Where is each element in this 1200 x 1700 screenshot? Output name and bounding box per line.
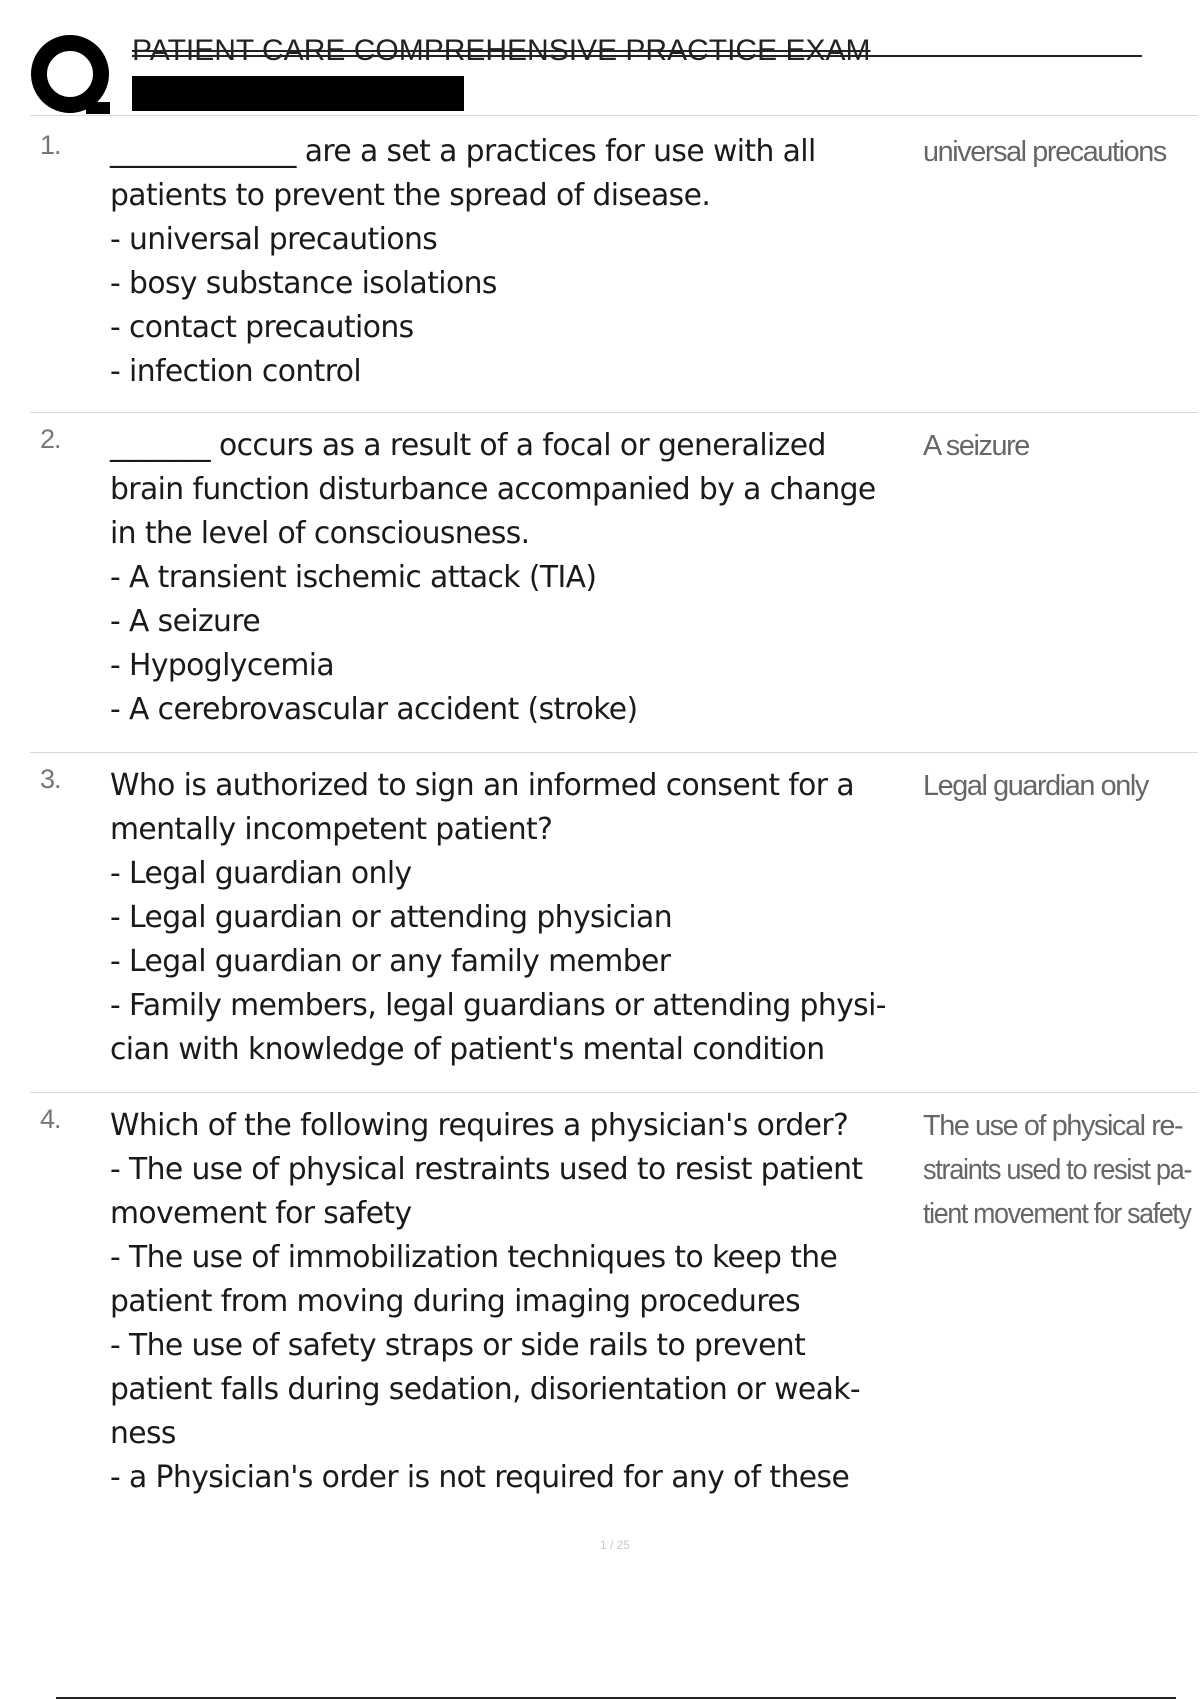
option-line: - a Physician's order is not required for any of these [110, 1460, 850, 1495]
option-line: ness [110, 1416, 176, 1451]
question-line: mentally incompetent patient? [110, 812, 553, 847]
question-line: Who is authorized to sign an informed consent for a [110, 768, 854, 803]
question-number: 1. [40, 130, 61, 160]
option-line: cian with knowledge of patient's mental condition [110, 1032, 825, 1067]
question-divider [30, 412, 1198, 413]
redacted-block [132, 76, 464, 111]
question-number: 4. [40, 1104, 61, 1134]
answer-text [923, 424, 1193, 468]
question-number: 3. [40, 764, 61, 794]
answer-line: A seizure [923, 430, 1029, 462]
option-line: - bosy substance isolations [110, 266, 497, 301]
question-line: _____________ are a set a practices for use with all [110, 134, 816, 169]
question-text [110, 424, 946, 732]
question-divider [30, 752, 1198, 753]
option-line: - infection control [110, 354, 362, 389]
answer-text [923, 764, 1193, 808]
option-line: - Family members, legal guardians or attending physi- [110, 988, 886, 1023]
option-line: - The use of physical restraints used to resist patient [110, 1152, 863, 1187]
question-line: brain function disturbance accompanied by a change [110, 472, 876, 507]
page-title: PATIENT CARE COMPREHENSIVE PRACTICE EXAM [132, 34, 871, 67]
option-line: patient from moving during imaging procedures [110, 1284, 800, 1319]
footer-rule [56, 1697, 1176, 1699]
option-line: - Hypoglycemia [110, 648, 335, 683]
option-line: - The use of safety straps or side rails to prevent [110, 1328, 806, 1363]
answer-line: Legal guardian only [923, 770, 1148, 802]
option-line: patient falls during sedation, disorientation or weak- [110, 1372, 861, 1407]
answer-line: universal precautions [923, 136, 1166, 168]
header-divider [30, 115, 1198, 116]
logo-q-icon [30, 32, 114, 116]
option-line: - A transient ischemic attack (TIA) [110, 560, 597, 595]
question-text [110, 764, 946, 1072]
question-line: in the level of consciousness. [110, 516, 530, 551]
answer-text [923, 130, 1193, 174]
option-line: - contact precautions [110, 310, 414, 345]
question-number: 2. [40, 424, 61, 454]
answer-line: The use of physical re- [923, 1110, 1183, 1142]
option-line: - universal precautions [110, 222, 438, 257]
option-line: - Legal guardian or attending physician [110, 900, 672, 935]
answer-line: tient movement for safety [923, 1198, 1191, 1230]
answer-line: straints used to resist pa- [923, 1154, 1192, 1186]
question-line: _______ occurs as a result of a focal or generalized [110, 428, 826, 463]
question-text [110, 1104, 946, 1500]
answer-text [923, 1104, 1193, 1236]
question-line: Which of the following requires a physician's order? [110, 1108, 849, 1143]
option-line: - Legal guardian only [110, 856, 412, 891]
option-line: - A seizure [110, 604, 261, 639]
page-number: 1 / 25 [600, 1538, 631, 1552]
option-line: movement for safety [110, 1196, 412, 1231]
question-divider [30, 1092, 1198, 1093]
option-line: - The use of immobilization techniques to keep the [110, 1240, 838, 1275]
question-text [110, 130, 946, 394]
option-line: - A cerebrovascular accident (stroke) [110, 692, 638, 727]
option-line: - Legal guardian or any family member [110, 944, 671, 979]
question-line: patients to prevent the spread of disease. [110, 178, 711, 213]
